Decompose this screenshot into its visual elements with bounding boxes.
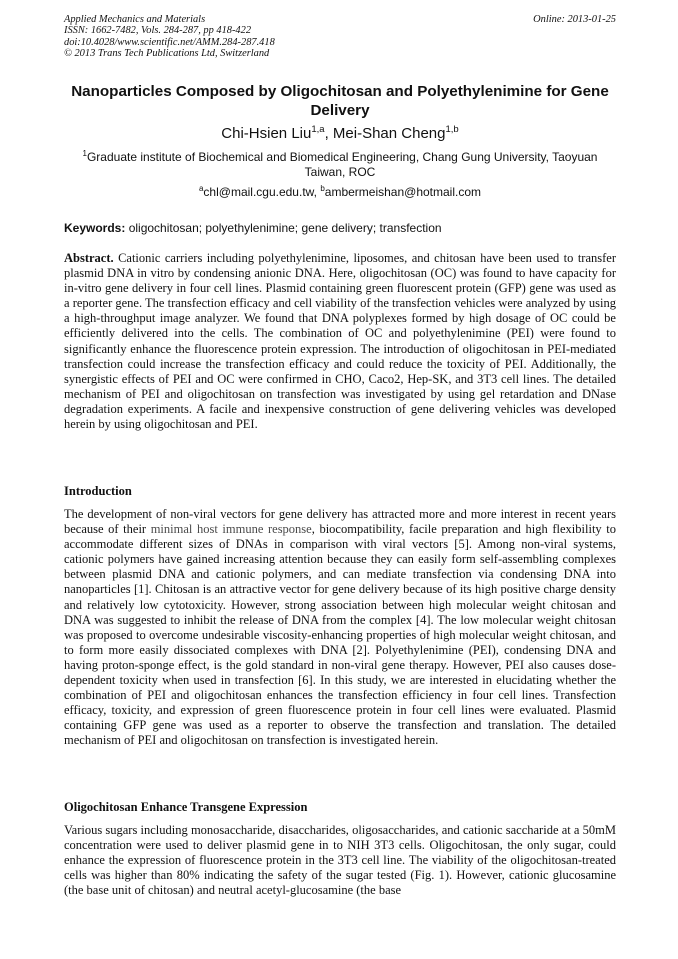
author-superscript: 1,b — [445, 124, 459, 135]
keywords — [64, 221, 616, 236]
keywords-label: Keywords: — [64, 221, 126, 235]
email-superscript: a — [198, 184, 204, 193]
author-list — [64, 124, 616, 144]
author-name: Chi-Hsien Liu — [221, 125, 312, 142]
author-separator: , — [324, 125, 333, 142]
paper-title: Nanoparticles Composed by Oligochitosan and Polyethylenimine for Gene Delivery — [71, 83, 609, 119]
email-separator: , — [313, 185, 321, 199]
keywords-text: oligochitosan; polyethylenimine; gene delivery; transfection — [128, 221, 442, 235]
copyright-line: © 2013 Trans Tech Publications Ltd, Switzerland — [64, 47, 270, 59]
journal-name: Applied Mechanics and Materials — [64, 14, 206, 25]
email-list — [64, 185, 616, 200]
affiliation — [64, 150, 616, 181]
email-address[interactable]: ambermeishan@hotmail.com — [324, 185, 482, 199]
email-address[interactable]: chl@mail.cgu.edu.tw — [203, 185, 314, 199]
author-name: Mei-Shan Cheng — [332, 125, 446, 142]
doi-line: doi:10.4028/www.scientific.net/AMM.284-287.418 — [64, 36, 275, 48]
abstract — [64, 251, 616, 432]
introduction-text-continued: , biocompatibility, facile preparation and high flexibility to accommodate different sizes of DNAs in comparison with viral vectors [5]. Among non-viral systems, cationic polymers have gained increasing attention because they can easily form self-assembling complexes between plasmid DNA and cationic polymers, and can mediate transfection via condensing DNA into nanoparticles [1]. Chitosan is an attractive vector for gene delivery because of its high positive charge density and relatively low cytotoxicity. However, strong association between high molecular weight chitosan and DNA was suggested to inhibit the release of DNA from the complex [4]. The low molecular weight chitosan was proposed to overcome undesirable viscosity-enhancing properties of high molecular weight chitosan, and to form more easily dissociated complexes with DNA [2]. Polyethylenimine (PEI), condensing DNA and having proton-sponge effect, is the gold standard in non-viral gene therapy. However, PEI also causes dose-dependent toxicity when used in transfection [6]. In this study, we are interested in elucidating whether the combination of PEI and oligochitosan enhances the transfection efficiency in four cell lines. Transfection efficacy, toxicity, and expression of green fluorescence protein in four cell lines were evaluated. Plasmid containing GFP gene was used as a reporter to observe the transfection and translation. The detailed mechanism of PEI and oligochitosan on transfection is investigated herein. — [64, 522, 616, 748]
affiliation-superscript: 1 — [82, 149, 87, 158]
online-date: Online: 2013-01-25 — [533, 14, 616, 25]
oligochitosan-paragraph: Various sugars including monosaccharide, disaccharides, oligosaccharides, and cationic saccharide at a 50mM concentration were used to deliver plasmid gene in to NIH 3T3 cells. Oligochitosan, the only sugar, could enhance the expression of fluorescence protein in the 3T3 cell line. The viability of the oligochitosan-treated cells was higher than 80% indicating the safety of the sugar tested (Fig. 1). However, cationic glucosamine (the base unit of chitosan) and neutral acetyl-glucosamine (the base — [64, 823, 616, 898]
email-superscript: b — [320, 184, 325, 193]
affiliation-text: Graduate institute of Biochemical and Biomedical Engineering, Chang Gung University, Taoyuan Taiwan, ROC — [86, 150, 598, 180]
introduction-highlight: minimal host immune response — [150, 522, 312, 537]
journal-header — [64, 14, 616, 59]
author-superscript: 1,a — [311, 124, 325, 135]
introduction-text: The development of non-viral vectors for gene delivery has attracted more and more interest in recent years because of their — [64, 507, 616, 537]
issn-line: ISSN: 1662-7482, Vols. 284-287, pp 418-422 — [64, 25, 252, 37]
section-heading-oligochitosan: Oligochitosan Enhance Transgene Expression — [64, 800, 308, 814]
section-heading-introduction: Introduction — [64, 484, 132, 498]
abstract-text: Cationic carriers including polyethylenimine, liposomes, and chitosan have been used to transfer plasmid DNA in vitro by condensing anionic DNA. Here, oligochitosan (OC) was found to have capacity for in-vitro gene delivery in four cell lines. Plasmid containing green fluorescent protein (GFP) gene was used as a reporter gene. The transfection efficacy and cell viability of the transfection vehicles were analyzed by using a high-throughput image analyzer. We found that DNA polyplexes formed by high dosage of OC could be efficiently delivered into the cells. The combination of OC and polyethylenimine (PEI) were found to significantly enhance the fluorescence protein expression. The introduction of oligochitosan in PEI-mediated transfection could increase the transfection efficacy and could reduce the toxicity of PEI. Additionally, the synergistic effects of PEI and OC were confirmed in CHO, Caco2, Hep-SK, and 3T3 cell lines. The detailed mechanism of PEI and oligochitosan on transfection was investigated by using gel retardation and DNase degradation experiments. A facile and inexpensive construction of gene delivering vehicles was developed herein by using oligochitosan and PEI. — [64, 251, 617, 432]
abstract-label: Abstract. — [64, 251, 114, 265]
introduction-paragraph — [64, 507, 616, 749]
